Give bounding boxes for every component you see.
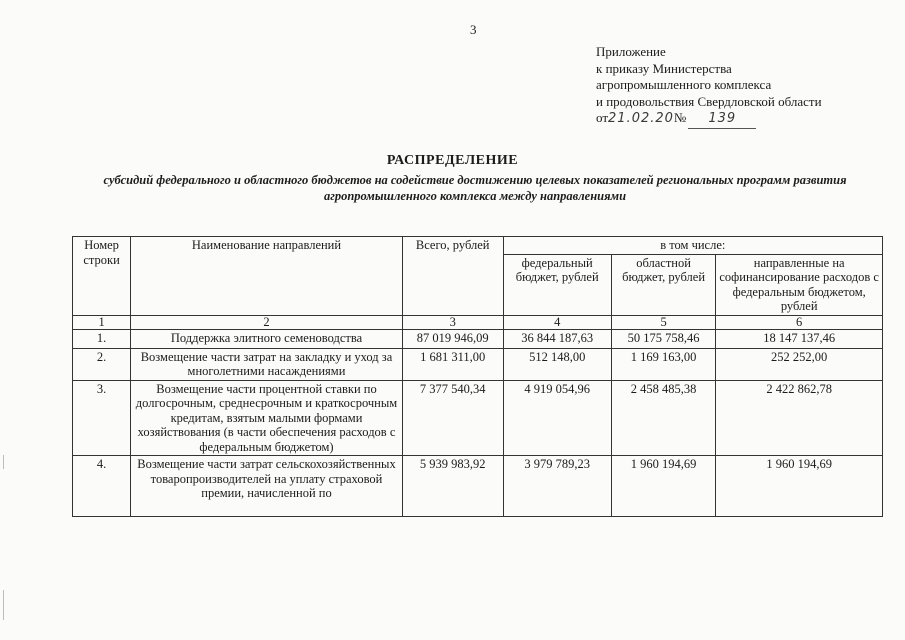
- row-regional: 50 175 758,46: [611, 329, 716, 348]
- table-row: [73, 329, 883, 348]
- row-federal: 36 844 187,63: [503, 329, 611, 348]
- handwritten-date: 21.02.20: [608, 111, 674, 126]
- table-row: [73, 456, 883, 517]
- row-number: 1.: [73, 329, 131, 348]
- scan-edge-mark: [3, 455, 4, 469]
- date-prefix: от: [596, 110, 609, 125]
- row-regional: 1 960 194,69: [611, 456, 716, 517]
- appendix-line: агропромышленного комплекса: [596, 77, 772, 92]
- appendix-line: к приказу Министерства: [596, 60, 732, 76]
- row-federal: 4 919 054,96: [503, 380, 611, 456]
- row-cofinancing: 252 252,00: [716, 348, 883, 380]
- table-row: [73, 380, 883, 456]
- row-name: Возмещение части процентной ставки по долгосрочным, среднесрочным и краткосрочным кредитам, взятым малыми формами хозяйствования (в части обеспечения расходов с федеральным бюджетом): [131, 380, 403, 456]
- header-including: в том числе:: [503, 237, 882, 255]
- header-row: [73, 237, 883, 255]
- row-number: 3.: [73, 380, 131, 456]
- document-subtitle: субсидий федерального и областного бюджетов на содействие достижению целевых показателей региональных программ развития агропромышленного комплекса между направлениями: [103, 173, 847, 203]
- row-number: 2.: [73, 348, 131, 380]
- page-number: 3: [470, 22, 477, 37]
- column-index: 5: [611, 315, 716, 329]
- row-total: 5 939 983,92: [402, 456, 503, 517]
- table-row: [73, 348, 883, 380]
- column-index: 6: [716, 315, 883, 329]
- column-index: 4: [503, 315, 611, 329]
- document-title: РАСПРЕДЕЛЕНИЕ: [386, 153, 519, 168]
- row-regional: 2 458 485,38: [611, 380, 716, 456]
- handwritten-number: 139: [708, 111, 737, 126]
- scan-edge-mark: [3, 590, 4, 620]
- column-index: 3: [402, 315, 503, 329]
- row-total: 87 019 946,09: [402, 329, 503, 348]
- row-number: 4.: [73, 456, 131, 517]
- row-name: Возмещение части затрат сельскохозяйственных товаропроизводителей на уплату страховой премии, начисленной по: [131, 456, 403, 517]
- row-cofinancing: 1 960 194,69: [716, 456, 883, 517]
- column-index: 1: [73, 315, 131, 329]
- header-row-number: Номер строки: [73, 237, 131, 316]
- row-cofinancing: 2 422 862,78: [716, 380, 883, 456]
- appendix-note: [596, 44, 822, 129]
- header-regional: областной бюджет, рублей: [611, 254, 716, 315]
- row-name: Поддержка элитного семеноводства: [131, 329, 403, 348]
- number-prefix: №: [673, 110, 687, 125]
- row-cofinancing: 18 147 137,46: [716, 329, 883, 348]
- row-name: Возмещение части затрат на закладку и уход за многолетними насаждениями: [131, 348, 403, 380]
- row-total: 1 681 311,00: [402, 348, 503, 380]
- distribution-table: [72, 236, 883, 517]
- appendix-line: и продовольствия Свердловской области: [596, 93, 822, 109]
- header-cofinancing: направленные на софинансирование расходов с федеральным бюджетом, рублей: [716, 254, 883, 315]
- order-date-number: [596, 110, 822, 129]
- row-total: 7 377 540,34: [402, 380, 503, 456]
- column-index-row: [73, 315, 883, 329]
- header-federal: федеральный бюджет, рублей: [503, 254, 611, 315]
- row-federal: 3 979 789,23: [503, 456, 611, 517]
- column-index: 2: [131, 315, 403, 329]
- header-direction: Наименование направлений: [131, 237, 403, 316]
- appendix-line: Приложение: [596, 44, 666, 59]
- row-federal: 512 148,00: [503, 348, 611, 380]
- header-total: Всего, рублей: [402, 237, 503, 316]
- row-regional: 1 169 163,00: [611, 348, 716, 380]
